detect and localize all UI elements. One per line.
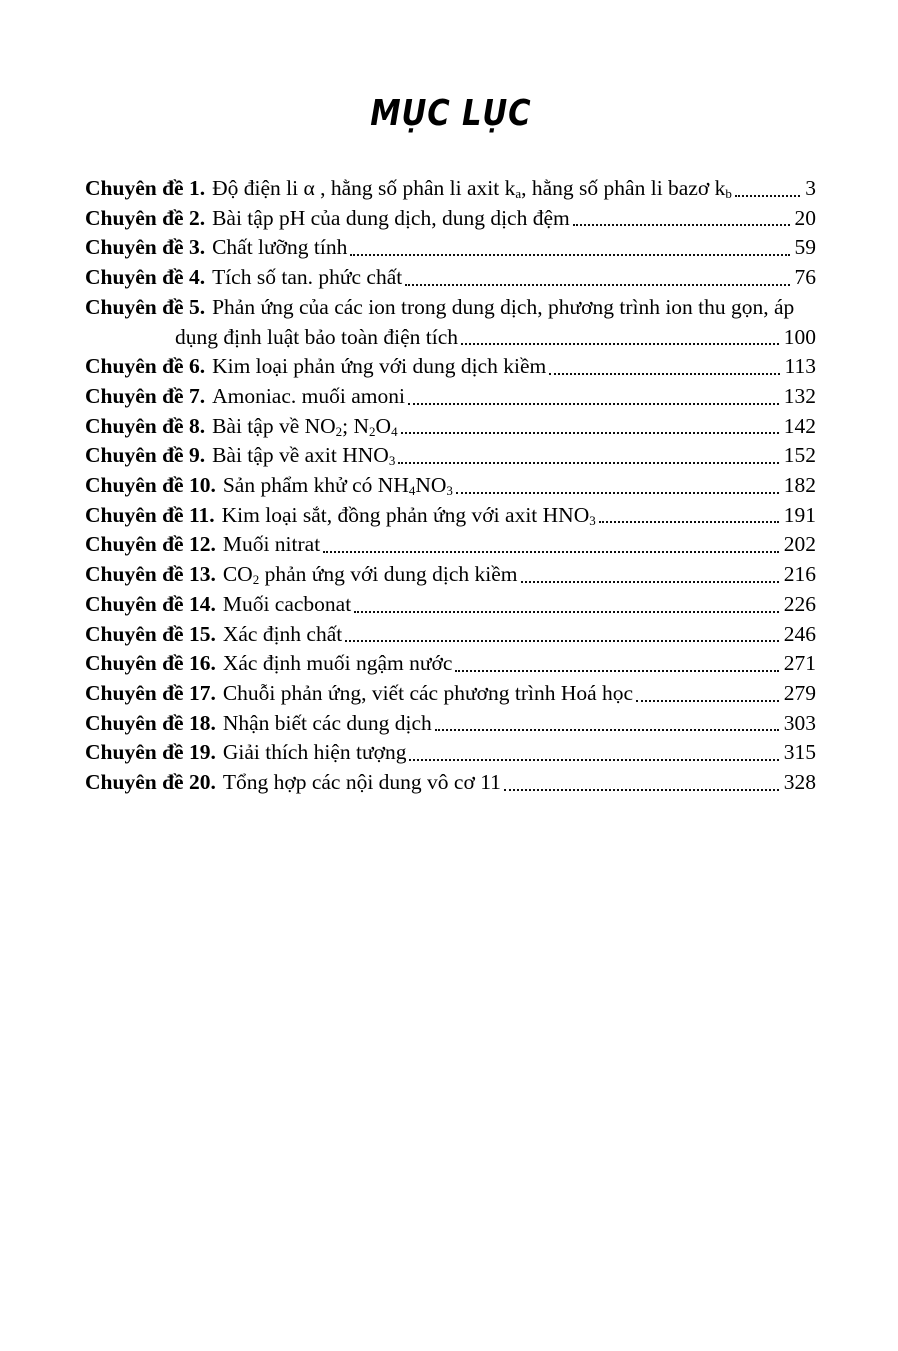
toc-entry [85,174,816,204]
entry-title: Độ điện li α , hằng số phân li axit $k_a$, hằng số phân li bazơ $k_b$ [212,176,732,201]
entry-page: 182 [783,473,816,498]
dot-leader [398,462,778,464]
dot-leader [455,670,778,672]
dot-leader [456,492,779,494]
dot-leader [354,611,779,613]
entry-label: Chuyên đề 13. [85,562,216,587]
toc-entry [85,352,816,382]
entry-title: Chất lưỡng tính [212,235,348,260]
dot-leader [405,284,789,286]
dot-leader [735,195,800,197]
toc-entry [85,649,816,679]
entry-label: Chuyên đề 20. [85,770,216,795]
dot-leader [401,432,779,434]
entry-label: Chuyên đề 4. [85,265,206,290]
entry-title: Nhận biết các dung dịch [222,710,432,735]
entry-label: Chuyên đề 18. [85,710,216,735]
toc-entry [85,293,816,352]
dot-leader [573,224,790,226]
entry-page: 226 [783,591,816,616]
dot-leader [409,759,778,761]
toc-entry [85,204,816,234]
page-title-text: MỤC LỤC [369,93,532,134]
toc-entry [85,233,816,263]
entry-title-continued: dụng định luật bảo toàn điện tích [175,324,459,349]
entry-page: 271 [783,651,816,676]
entry-label: Chuyên đề 7. [85,383,206,408]
toc-entry [85,471,816,501]
entry-title: Xác định chất [222,621,343,646]
entry-page: 191 [783,502,816,527]
entry-title: Bài tập về $NO_2$; $N_2O_4$ [212,413,398,439]
page-title [85,92,816,136]
entry-page: 3 [805,176,816,200]
entry-page: 279 [783,680,816,705]
entry-title: Muối nitrat [222,532,321,557]
entry-title: Bài tập pH của dung dịch, dung dịch đệm [212,205,570,230]
entry-title: Phản ứng của các ion trong dung dịch, phương trình ion thu gọn, áp [212,294,795,319]
entry-label: Chuyên đề 10. [85,473,216,498]
entry-label: Chuyên đề 8. [85,413,206,438]
entry-title: Amoniac. muối amoni [212,383,405,408]
toc-entry [85,441,816,471]
entry-page: 246 [783,621,816,646]
dot-leader [323,551,779,553]
toc-entry [85,412,816,442]
entry-title: Xác định muối ngậm nước [222,651,453,676]
entry-title: Muối cacbonat [222,591,352,616]
entry-label: Chuyên đề 9. [85,443,206,468]
entry-label: Chuyên đề 11. [85,502,215,527]
dot-leader [549,373,779,375]
entry-page: 76 [794,265,816,290]
toc-entry [85,620,816,650]
entry-label: Chuyên đề 16. [85,651,216,676]
dot-leader [350,254,789,256]
entry-page: 216 [783,562,816,587]
entry-page: 328 [783,770,816,795]
toc-entry [85,679,816,709]
entry-title: Tổng hợp các nội dung vô cơ 11 [222,770,501,795]
toc-entry [85,263,816,293]
entry-title: Sản phẩm khử có $NH_4NO_3$ [222,473,453,498]
entry-page: 303 [783,710,816,735]
entry-page: 202 [783,532,816,557]
entry-label: Chuyên đề 15. [85,621,216,646]
entry-label: Chuyên đề 12. [85,532,216,557]
entry-label: Chuyên đề 17. [85,680,216,705]
toc-entry [85,768,816,798]
entry-page: 59 [794,235,816,260]
entry-title: Tích số tan. phức chất [212,265,403,290]
toc-entry [85,560,816,590]
entry-title: Kim loại phản ứng với dung dịch kiềm [212,354,547,379]
entry-page: 142 [783,413,816,438]
entry-page: 132 [783,383,816,408]
toc-entry [85,530,816,560]
toc-entry [85,501,816,531]
entry-label: Chuyên đề 6. [85,354,206,379]
entry-title: Chuỗi phản ứng, viết các phương trình Hoá học [222,680,634,705]
dot-leader [435,729,779,731]
entry-label: Chuyên đề 2. [85,205,206,230]
entry-page: 100 [783,324,816,349]
entry-label: Chuyên đề 19. [85,740,216,765]
dot-leader [599,521,779,523]
entry-page: 20 [794,205,816,230]
entry-title: Kim loại sắt, đồng phản ứng với axit $HNO_3$ [221,502,596,528]
entry-label: Chuyên đề 1. [85,176,206,200]
entry-page: 152 [783,443,816,468]
dot-leader [521,581,779,583]
entry-title: $CO_2$ phản ứng với dung dịch kiềm [222,562,518,587]
toc-entry-continuation-line [85,323,816,353]
dot-leader [461,343,779,345]
toc-entry [85,590,816,620]
toc-entry-first-line [85,293,816,323]
entry-page: 315 [783,740,816,765]
dot-leader [504,789,779,791]
entry-label: Chuyên đề 3. [85,235,206,260]
table-of-contents [85,174,816,798]
entry-title: Bài tập về axit $HNO_3$ [212,443,396,469]
entry-title: Giải thích hiện tượng [222,740,407,765]
dot-leader [408,403,779,405]
dot-leader [636,700,779,702]
entry-label: Chuyên đề 14. [85,591,216,616]
toc-entry [85,738,816,768]
toc-entry [85,709,816,739]
dot-leader [345,640,779,642]
entry-page: 113 [784,354,816,379]
toc-entry [85,382,816,412]
entry-label: Chuyên đề 5. [85,294,206,319]
